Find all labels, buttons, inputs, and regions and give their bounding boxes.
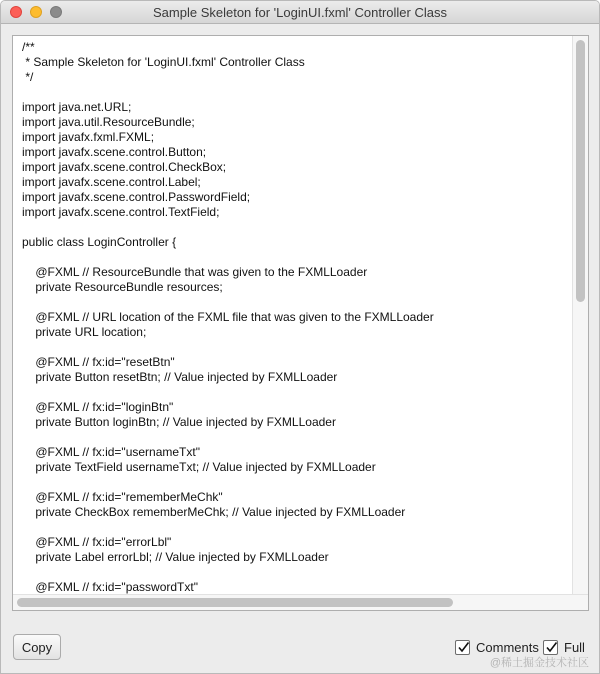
code-line: import java.util.ResourceBundle; bbox=[22, 115, 195, 129]
title-bar bbox=[1, 1, 599, 24]
code-line: */ bbox=[22, 70, 34, 84]
code-line bbox=[22, 340, 434, 355]
window-title: Sample Skeleton for 'LoginUI.fxml' Controller Class bbox=[153, 5, 447, 20]
full-checkbox-group[interactable] bbox=[543, 640, 585, 655]
comments-checkbox-group[interactable] bbox=[455, 640, 539, 655]
code-line bbox=[22, 565, 434, 580]
code-line: private Label errorLbl; // Value injected by FXMLLoader bbox=[22, 550, 329, 564]
vertical-scrollbar[interactable] bbox=[572, 36, 588, 596]
code-content bbox=[22, 40, 434, 610]
code-line: @FXML // ResourceBundle that was given to the FXMLLoader bbox=[22, 265, 368, 279]
code-line: public class LoginController { bbox=[22, 235, 177, 249]
code-line bbox=[22, 430, 434, 445]
code-line: private URL location; bbox=[22, 325, 147, 339]
horizontal-scroll-thumb[interactable] bbox=[17, 598, 453, 607]
code-line: @FXML // fx:id="resetBtn" bbox=[22, 355, 175, 369]
checkmark-icon bbox=[456, 640, 471, 655]
code-line: import javafx.scene.control.Label; bbox=[22, 175, 201, 189]
code-line: private Button resetBtn; // Value injected by FXMLLoader bbox=[22, 370, 338, 384]
watermark-text: @稀土掘金技术社区 bbox=[489, 657, 589, 669]
code-line: private CheckBox rememberMeChk; // Value injected by FXMLLoader bbox=[22, 505, 406, 519]
vertical-scroll-thumb[interactable] bbox=[576, 40, 585, 302]
code-line: * Sample Skeleton for 'LoginUI.fxml' Controller Class bbox=[22, 55, 305, 69]
code-line: import javafx.scene.control.Button; bbox=[22, 145, 207, 159]
code-line: @FXML // fx:id="usernameTxt" bbox=[22, 445, 200, 459]
code-line: @FXML // fx:id="loginBtn" bbox=[22, 400, 174, 414]
code-line: @FXML // fx:id="rememberMeChk" bbox=[22, 490, 223, 504]
code-line: private TextField usernameTxt; // Value injected by FXMLLoader bbox=[22, 460, 376, 474]
code-line: import java.net.URL; bbox=[22, 100, 132, 114]
code-line: @FXML // fx:id="errorLbl" bbox=[22, 535, 172, 549]
code-line bbox=[22, 250, 434, 265]
code-line: /** bbox=[22, 40, 35, 54]
code-line: import javafx.fxml.FXML; bbox=[22, 130, 155, 144]
horizontal-scrollbar[interactable] bbox=[13, 594, 588, 610]
code-line bbox=[22, 295, 434, 310]
code-line bbox=[22, 85, 434, 100]
code-text-area[interactable] bbox=[12, 35, 589, 611]
comments-label: Comments bbox=[476, 640, 539, 655]
code-line: import javafx.scene.control.PasswordField; bbox=[22, 190, 251, 204]
code-line bbox=[22, 475, 434, 490]
code-line: @FXML // fx:id="passwordTxt" bbox=[22, 580, 198, 594]
full-checkbox[interactable] bbox=[543, 640, 558, 655]
code-line: private Button loginBtn; // Value injected by FXMLLoader bbox=[22, 415, 336, 429]
code-line: @FXML // URL location of the FXML file that was given to the FXMLLoader bbox=[22, 310, 434, 324]
code-line bbox=[22, 220, 434, 235]
code-line bbox=[22, 385, 434, 400]
full-label: Full bbox=[564, 640, 585, 655]
code-line: import javafx.scene.control.TextField; bbox=[22, 205, 220, 219]
copy-button[interactable]: Copy bbox=[13, 634, 61, 660]
comments-checkbox[interactable] bbox=[455, 640, 470, 655]
code-line: import javafx.scene.control.CheckBox; bbox=[22, 160, 227, 174]
code-line bbox=[22, 520, 434, 535]
checkmark-icon bbox=[544, 640, 559, 655]
code-line: private ResourceBundle resources; bbox=[22, 280, 223, 294]
